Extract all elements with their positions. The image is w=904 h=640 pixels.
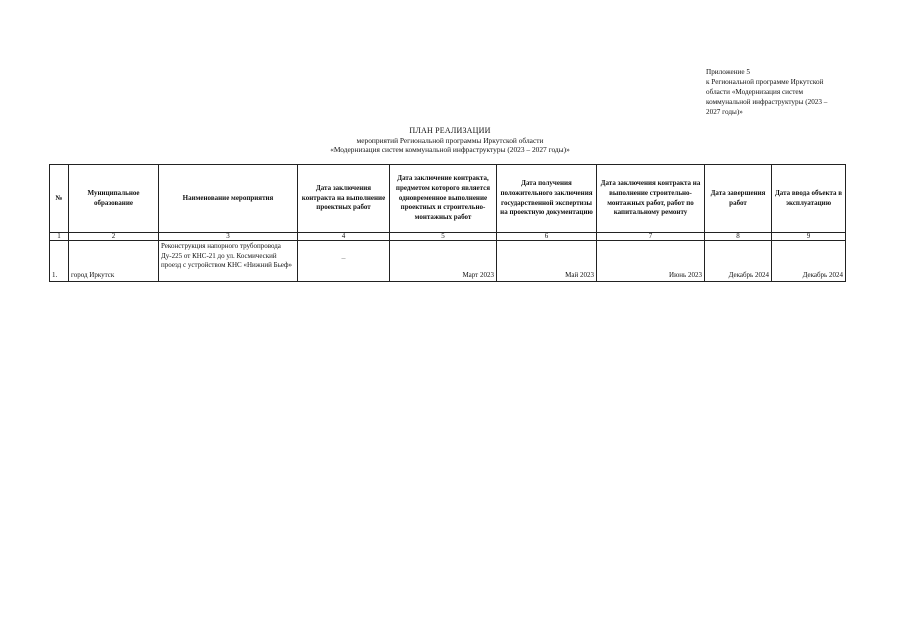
column-number: 6: [497, 233, 597, 241]
header-cell-combined-contract: Дата заключение контракта, предметом которого является одновременное выполнение проектных и строительно-монтажных работ: [390, 165, 497, 233]
appendix-line: 2027 годы)»: [706, 108, 743, 116]
header-cell-commissioning: Дата ввода объекта в эксплуатацию: [772, 165, 846, 233]
document-heading: [300, 126, 600, 155]
program-name: «Модернизация систем коммунальной инфраструктуры (2023 – 2027 годы)»: [330, 145, 570, 154]
column-number: 2: [69, 233, 159, 241]
header-cell-completion: Дата завершения работ: [705, 165, 772, 233]
table-row: [50, 241, 846, 282]
column-number: 1: [50, 233, 69, 241]
column-number: 8: [705, 233, 772, 241]
document-title: ПЛАН РЕАЛИЗАЦИИ: [409, 126, 491, 135]
column-number: 4: [298, 233, 390, 241]
appendix-line: к Региональной программе Иркутской: [706, 78, 824, 86]
appendix-note: [706, 67, 846, 117]
header-cell-event: Наименование мероприятия: [159, 165, 298, 233]
event-name-cell: Реконструкция напорного трубопровода Ду-225 от КНС-21 до ул. Космический проезд с устройством КНС «Нижний Бьеф»: [159, 241, 298, 282]
header-cell-municipality: Муниципальное образование: [69, 165, 159, 233]
implementation-plan-table: [49, 164, 846, 282]
header-cell-expertise: Дата получения положительного заключения государственной экспертизы на проектную документацию: [497, 165, 597, 233]
appendix-line: области «Модернизация систем: [706, 88, 804, 96]
design-contract-date-cell: [298, 241, 390, 282]
combined-contract-date-cell: Март 2023: [390, 241, 497, 282]
column-number: 3: [159, 233, 298, 241]
column-number: 7: [597, 233, 705, 241]
column-number: 5: [390, 233, 497, 241]
document-subtitle: мероприятий Региональной программы Иркутской области: [356, 135, 544, 145]
header-row: [50, 165, 846, 233]
header-cell-construction-contract: Дата заключения контракта на выполнение строительно-монтажных работ, работ по капитальному ремонту: [597, 165, 705, 233]
commissioning-date-cell: Декабрь 2024: [772, 241, 846, 282]
municipality-cell: город Иркутск: [69, 241, 159, 282]
row-number: 1.: [50, 241, 69, 282]
column-number: 9: [772, 233, 846, 241]
completion-date-cell: Декабрь 2024: [705, 241, 772, 282]
expertise-date-cell: Май 2023: [497, 241, 597, 282]
appendix-line: коммунальной инфраструктуры (2023 –: [706, 98, 828, 106]
design-contract-date: –: [341, 253, 346, 262]
appendix-line: Приложение 5: [706, 68, 750, 76]
column-number-row: [50, 233, 846, 241]
header-cell-design-contract: Дата заключения контракта на выполнение проектных работ: [298, 165, 390, 233]
construction-contract-date-cell: Июнь 2023: [597, 241, 705, 282]
header-cell-number: №: [50, 165, 69, 233]
